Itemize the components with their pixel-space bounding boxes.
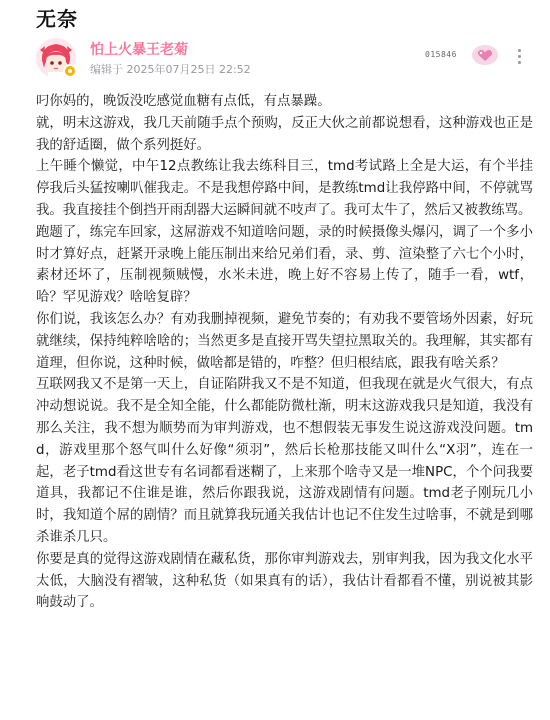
uid-number: 015846 xyxy=(425,50,457,59)
paragraph: 你们说，我该怎么办？有劝我删掉视频，避免节奏的；有劝我不要管场外因素，好玩就继续，保持纯粹啥啥的；当然更多是直接开骂失望拉黑取关的。我理解，其实都有道理，但你说，这种时候，做啥都是错的，咋整？但归根结底，跟我有啥关系？ xyxy=(36,311,533,371)
paragraph: 就，明末这游戏，我几天前随手点个预购，反正大伙之前都说想看，这种游戏也正是我的舒适圈，做个系列挺好。 xyxy=(36,115,533,153)
paragraph: 你要是真的觉得这游戏剧情在藏私货，那你审判游戏去，别审判我，因为我文化水平太低，大脑没有褶皱，这种私货（如果真有的话），我估计看都看不懂，别说被其影响鼓动了。 xyxy=(36,551,533,611)
author-bar xyxy=(36,36,536,80)
article-body xyxy=(36,91,533,614)
paragraph: 叼你妈的，晚饭没吃感觉血糖有点低，有点暴躁。 xyxy=(36,94,331,109)
level-badge-icon xyxy=(63,64,77,78)
paragraph: 跑题了，练完车回家，这屌游戏不知道啥问题，录的时候摄像头爆闪，调了一个多小时才算好点，赶紧开录晚上能压制出来给兄弟们看，录、剪、渲染整了六七个小时，素材还坏了，压制视频贼慢，水米未进，晚上好不容易上传了，随手一看，wtf，哈？罕见游戏？啥啥复辟？ xyxy=(36,224,533,306)
more-vertical-icon[interactable] xyxy=(513,46,527,66)
paragraph: 互联网我又不是第一天上，自证陷阱我又不是不知道，但我现在就是火气很大，有点冲动想说说。我不是全知全能，什么都能防微杜渐，明末这游戏我只是知道，我没有那么关注，我不想为顺势而为审判游戏，也不想假装无事发生说这游戏没问题。tmd，游戏里那个怒气叫什么好像“须羽”，然后长枪那技能又叫什么“X羽”，连在一起，老子tmd看这世专有名词都看迷糊了，上来那个啥寺又是一堆NPC，个个问我要道具，我都记不住谁是谁，然后你跟我说，这游戏剧情有问题。tmd老子刚玩几小时，我知道个屌的剧情？而且就算我玩通关我估计也记不住发生过啥事，不就是到哪杀谁杀几只。 xyxy=(36,377,533,545)
article-title: 无奈 xyxy=(36,7,78,31)
fan-heart-badge-icon[interactable] xyxy=(470,44,500,66)
paragraph: 上午睡个懒觉，中午12点教练让我去练科目三，tmd考试路上全是大运，有个半挂停我后头猛按喇叭催我走。不是我想停路中间，是教练tmd让我停路中间，不停就骂我。我直接挂个倒挡开雨刮器大运瞬间就不吱声了。我可太牛了，然后又被教练骂。 xyxy=(36,159,533,218)
author-name[interactable]: 怕上火暴王老菊 xyxy=(90,42,188,58)
edit-time: 编辑于 2025年07月25日 22:52 xyxy=(90,63,251,76)
